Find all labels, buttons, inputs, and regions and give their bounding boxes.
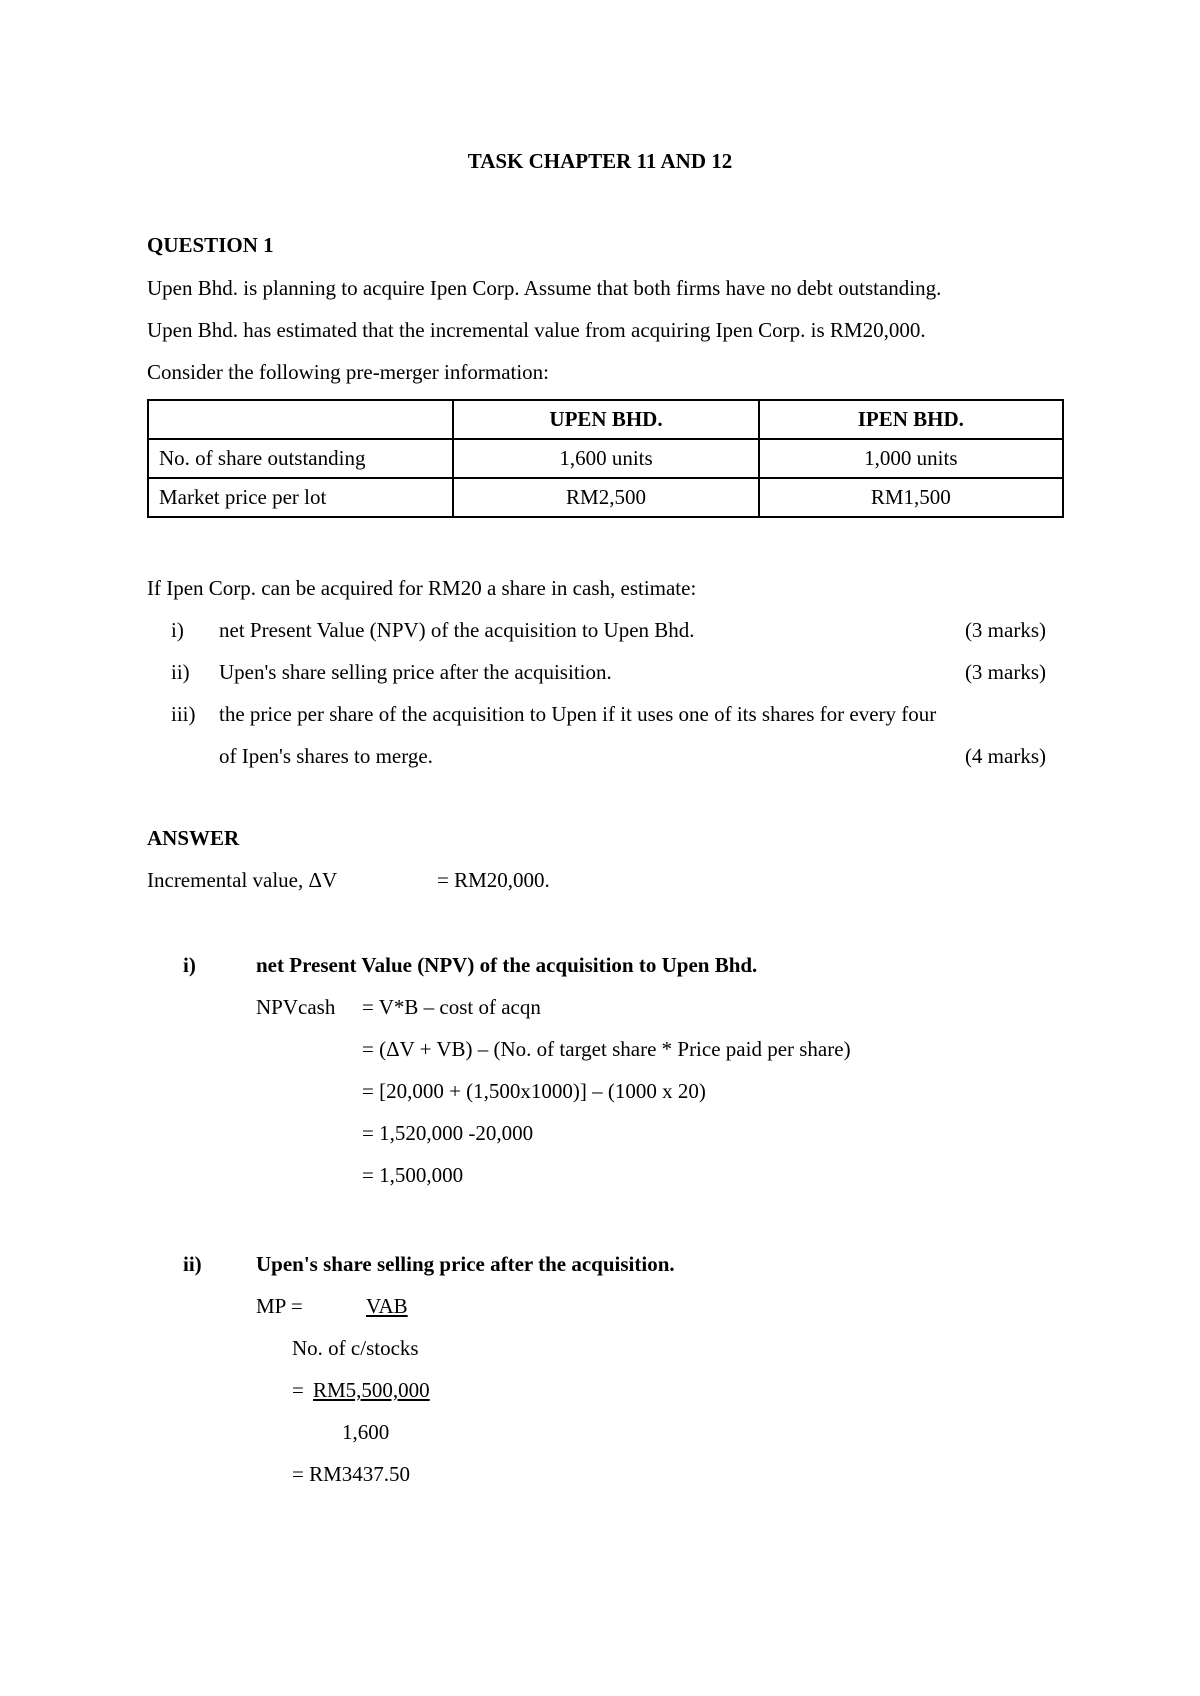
fraction-denominator: No. of c/stocks (292, 1336, 419, 1360)
table-cell: No. of share outstanding (148, 439, 453, 478)
incremental-label: Incremental value, ΔV (147, 868, 338, 892)
npv-line: = 1,520,000 -20,000 (362, 1121, 534, 1145)
intro-line: Upen Bhd. is planning to acquire Ipen Corp. Assume that both firms have no debt outstanding. (147, 276, 942, 300)
part-marks: (3 marks) (964, 660, 1046, 684)
table-cell: 1,600 units (453, 439, 758, 478)
premerger-table (147, 399, 1064, 518)
part-marks: (3 marks) (964, 618, 1046, 642)
table-header-cell: UPEN BHD. (453, 400, 758, 439)
npv-line: = V*B – cost of acqn (362, 995, 541, 1019)
npv-line: = 1,500,000 (362, 1163, 464, 1187)
document-title: TASK CHAPTER 11 AND 12 (467, 149, 733, 173)
answer-part-heading: Upen's share selling price after the acquisition. (256, 1252, 675, 1276)
mp-result: = RM3437.50 (292, 1462, 411, 1486)
answer-part-number: ii) (183, 1252, 202, 1276)
npv-label: NPVcash (256, 995, 336, 1019)
table-header-cell: IPEN BHD. (759, 400, 1063, 439)
part-text: net Present Value (NPV) of the acquisition to Upen Bhd. (219, 618, 695, 642)
answer-part-heading: net Present Value (NPV) of the acquisition to Upen Bhd. (256, 953, 758, 977)
fraction-numerator: VAB (366, 1294, 408, 1318)
npv-line: = (ΔV + VB) – (No. of target share * Price paid per share) (362, 1037, 851, 1061)
part-number: iii) (171, 702, 196, 726)
equals-sign: = (292, 1378, 304, 1402)
part-marks: (4 marks) (964, 744, 1046, 768)
fraction-denominator-value: 1,600 (342, 1420, 390, 1444)
estimate-intro: If Ipen Corp. can be acquired for RM20 a share in cash, estimate: (147, 576, 697, 600)
part-text: the price per share of the acquisition to Upen if it uses one of its shares for every four (219, 702, 937, 726)
table-cell: 1,000 units (759, 439, 1063, 478)
table-cell: RM1,500 (759, 478, 1063, 517)
question-heading: QUESTION 1 (147, 233, 274, 257)
incremental-value: = RM20,000. (437, 868, 550, 892)
answer-part-number: i) (183, 953, 196, 977)
mp-label: MP = (256, 1294, 303, 1318)
intro-line: Consider the following pre-merger information: (147, 360, 550, 384)
table-cell: RM2,500 (453, 478, 758, 517)
part-text-continued: of Ipen's shares to merge. (219, 744, 433, 768)
fraction-numerator-value: RM5,500,000 (313, 1378, 430, 1402)
intro-line: Upen Bhd. has estimated that the incremental value from acquiring Ipen Corp. is RM20,000. (147, 318, 926, 342)
table-cell: Market price per lot (148, 478, 453, 517)
part-number: i) (171, 618, 184, 642)
table-row (148, 439, 1063, 478)
table-header-row (148, 400, 1063, 439)
table-header-cell (148, 400, 453, 439)
table-row (148, 478, 1063, 517)
npv-line: = [20,000 + (1,500x1000)] – (1000 x 20) (362, 1079, 706, 1103)
part-number: ii) (171, 660, 190, 684)
answer-heading: ANSWER (147, 826, 240, 850)
part-text: Upen's share selling price after the acquisition. (219, 660, 612, 684)
